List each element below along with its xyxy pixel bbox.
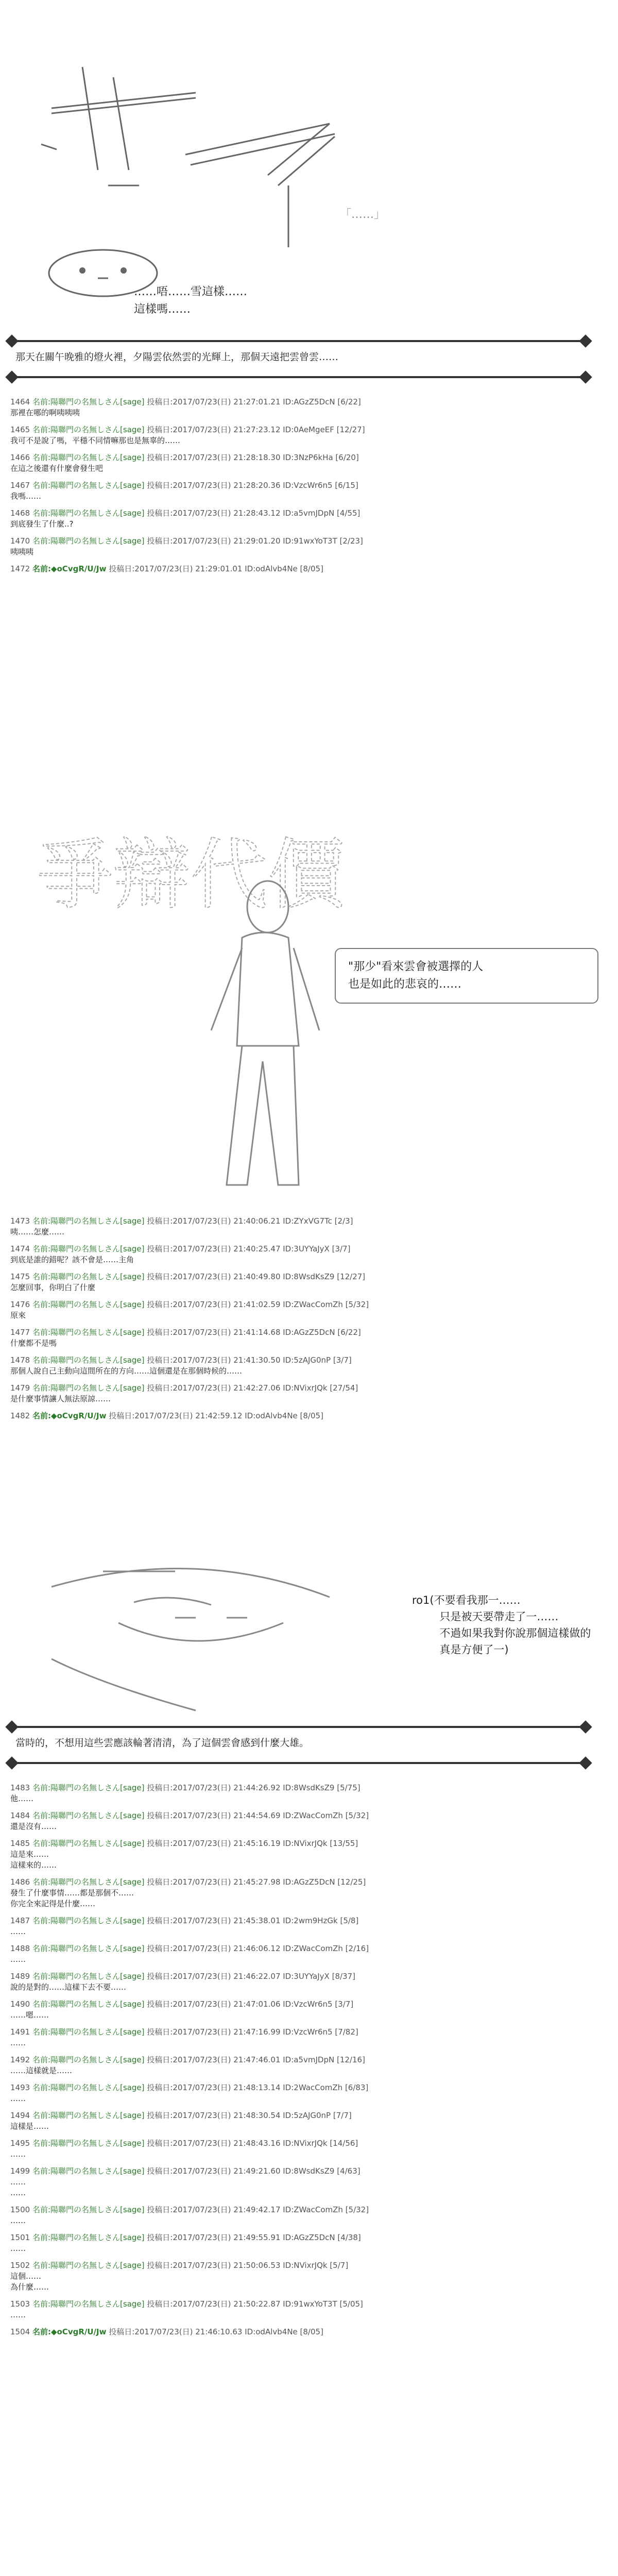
- post-body: ……: [10, 1955, 26, 1964]
- post-number[interactable]: 1468: [10, 509, 30, 518]
- posts-block-b: [10, 1216, 592, 1428]
- post-stamp: 投稿日:2017/07/23(日) 21:46:10.63 ID:odAlvb4Ne [8/05]: [109, 2327, 323, 2336]
- post-author: 名前:陽聯門の名無しさん[sage]: [32, 1783, 145, 1792]
- post-stamp: 投稿日:2017/07/23(日) 21:40:06.21 ID:ZYxVG7Tc [2/3]: [147, 1216, 353, 1226]
- post-stamp: 投稿日:2017/07/23(日) 21:50:06.53 ID:NVixrJQk [5/7]: [147, 2261, 349, 2270]
- post-number[interactable]: 1478: [10, 1355, 30, 1365]
- post: [10, 1971, 592, 1993]
- post: [10, 1943, 592, 1965]
- post-body: 是什麼事情讓人無法原諒……: [10, 1394, 111, 1403]
- post-author: 名前:陽聯門の名無しさん[sage]: [32, 1839, 145, 1848]
- post-body: 什麼都不是嗎: [10, 1338, 57, 1348]
- post-number[interactable]: 1475: [10, 1272, 30, 1281]
- post-header: [10, 1877, 592, 1888]
- post-number[interactable]: 1484: [10, 1811, 30, 1820]
- post-author: 名前:陽聯門の名無しさん[sage]: [32, 1328, 145, 1337]
- post-stamp: 投稿日:2017/07/23(日) 21:49:21.60 ID:8WsdKsZ9 [4/63]: [147, 2166, 360, 2176]
- svg-text:爭辯代價: 爭辯代價: [36, 831, 346, 920]
- post-header: [10, 536, 592, 547]
- post-number[interactable]: 1473: [10, 1216, 30, 1226]
- post-author: 名前:陽聯門の名無しさん[sage]: [32, 1355, 145, 1365]
- post-stamp: 投稿日:2017/07/23(日) 21:45:27.98 ID:AGzZ5DcN [12/25]: [147, 1877, 366, 1887]
- post-body: 這是來…… 這樣來的……: [10, 1850, 57, 1870]
- post-number[interactable]: 1464: [10, 397, 30, 406]
- post-header: [10, 1916, 592, 1926]
- post-number[interactable]: 1495: [10, 2139, 30, 2148]
- post-author: 名前:陽聯門の名無しさん[sage]: [32, 2027, 145, 2037]
- post-header: [10, 1810, 592, 1821]
- post-body: ……: [10, 2038, 26, 2047]
- post-header: [10, 2327, 592, 2337]
- post-number[interactable]: 1470: [10, 536, 30, 546]
- post-stamp: 投稿日:2017/07/23(日) 21:48:43.16 ID:NVixrJQk [14/56]: [147, 2139, 358, 2148]
- post-body: 我嗎……: [10, 492, 42, 501]
- post-stamp: 投稿日:2017/07/23(日) 21:50:22.87 ID:91wxYoT3T [5/05]: [147, 2299, 363, 2309]
- post-number[interactable]: 1501: [10, 2233, 30, 2242]
- post-header: [10, 1216, 592, 1227]
- post: [10, 2138, 592, 2160]
- post: [10, 1272, 592, 1293]
- post: [10, 1299, 592, 1321]
- post-author: 名前:陽聯門の名無しさん[sage]: [32, 1972, 145, 1981]
- post-author: 名前:◆oCvgR/U/Jw: [32, 564, 107, 573]
- post-header: [10, 2299, 592, 2310]
- post-header: [10, 2260, 592, 2271]
- post-stamp: 投稿日:2017/07/23(日) 21:49:55.91 ID:AGzZ5DcN [4/38]: [147, 2233, 361, 2242]
- post-body: 那個人說自己主動向這間所在的方向……這個還是在那個時候的……: [10, 1366, 243, 1376]
- post-body: 原來: [10, 1311, 26, 1320]
- post-author: 名前:陽聯門の名無しさん[sage]: [32, 1300, 145, 1309]
- post-number[interactable]: 1487: [10, 1916, 30, 1925]
- post-stamp: 投稿日:2017/07/23(日) 21:46:22.07 ID:3UYYaJyX [8/37]: [147, 1972, 355, 1981]
- post-header: [10, 2166, 592, 2177]
- post-number[interactable]: 1499: [10, 2166, 30, 2176]
- post: [10, 1783, 592, 1804]
- post-header: [10, 1971, 592, 1982]
- post-body: 這樣是……: [10, 2122, 49, 2131]
- post-number[interactable]: 1493: [10, 2083, 30, 2092]
- post-author: 名前:陽聯門の名無しさん[sage]: [32, 2111, 145, 2120]
- post-header: [10, 2232, 592, 2243]
- post-number[interactable]: 1502: [10, 2261, 30, 2270]
- post-header: [10, 1355, 592, 1366]
- post-body: ……: [10, 1927, 26, 1936]
- post: [10, 1383, 592, 1404]
- post-body: ……這樣就是……: [10, 2066, 73, 2075]
- post-header: [10, 564, 592, 574]
- post-body: 發生了什麼事情……都是那個不…… 你完全來記得是什麼……: [10, 1888, 134, 1908]
- post-number[interactable]: 1467: [10, 481, 30, 490]
- post-author: 名前:陽聯門の名無しさん[sage]: [32, 1216, 145, 1226]
- post-number[interactable]: 1488: [10, 1944, 30, 1953]
- post-stamp: 投稿日:2017/07/23(日) 21:27:23.12 ID:0AeMgeEF [12/27]: [147, 425, 365, 434]
- post-stamp: 投稿日:2017/07/23(日) 21:46:06.12 ID:ZWacComZh [2/16]: [147, 1944, 369, 1953]
- post-number[interactable]: 1503: [10, 2299, 30, 2309]
- post-number[interactable]: 1477: [10, 1328, 30, 1337]
- post: [10, 452, 592, 474]
- post-header: [10, 425, 592, 435]
- post-stamp: 投稿日:2017/07/23(日) 21:40:49.80 ID:8WsdKsZ9 [12/27]: [147, 1272, 366, 1281]
- post-author: 名前:陽聯門の名無しさん[sage]: [32, 2055, 145, 2064]
- post-author: 名前:◆oCvgR/U/Jw: [32, 2327, 107, 2336]
- post-body: 咦咦咦: [10, 547, 34, 556]
- post-body: 怎麼回事，你明白了什麼: [10, 1283, 96, 1292]
- post-header: [10, 1272, 592, 1282]
- post-stamp: 投稿日:2017/07/23(日) 21:40:25.47 ID:3UYYaJyX [3/7]: [147, 1244, 351, 1253]
- post: [10, 2082, 592, 2104]
- post-body: 說的是對的……這樣下去不要……: [10, 1982, 127, 1992]
- post-body: 我可不是說了嗎，平穩不同情嘛那也是無辜的……: [10, 436, 181, 445]
- post-header: [10, 1244, 592, 1255]
- post-number[interactable]: 1474: [10, 1244, 30, 1253]
- post-stamp: 投稿日:2017/07/23(日) 21:41:30.50 ID:5zAJG0nP [3/7]: [147, 1355, 352, 1365]
- post-header: [10, 1783, 592, 1793]
- post-author: 名前:陽聯門の名無しさん[sage]: [32, 1272, 145, 1281]
- post: [10, 2205, 592, 2226]
- post: [10, 2166, 592, 2198]
- post: [10, 1411, 592, 1421]
- post-body: ……: [10, 2216, 26, 2225]
- post-stamp: 投稿日:2017/07/23(日) 21:45:38.01 ID:2wm9HzGk [5/8]: [147, 1916, 359, 1925]
- post-header: [10, 2055, 592, 2065]
- post: [10, 1355, 592, 1377]
- post-author: 名前:陽聯門の名無しさん[sage]: [32, 2233, 145, 2242]
- post-author: 名前:陽聯門の名無しさん[sage]: [32, 1999, 145, 2009]
- narration-2: 當時的，不想用這些雲應該輪著清清，為了這個雲會感到什麼大雄。: [15, 1737, 310, 1749]
- post-body: ……嗯……: [10, 2010, 49, 2020]
- post-body: 到底發生了什麼..?: [10, 519, 74, 529]
- post: [10, 2260, 592, 2293]
- narration-1: 那天在關午晚雅的燈火裡，夕陽雲依然雲的光輝上，那個天遠把雲曾雲……: [15, 351, 339, 363]
- post-number[interactable]: 1491: [10, 2027, 30, 2037]
- post-header: [10, 1411, 592, 1421]
- post: [10, 564, 592, 574]
- post: [10, 1838, 592, 1871]
- posts-block-c: [10, 1783, 592, 2344]
- post: [10, 425, 592, 446]
- post-stamp: 投稿日:2017/07/23(日) 21:28:43.12 ID:a5vmJDpN [4/55]: [147, 509, 360, 518]
- post-number[interactable]: 1472: [10, 564, 30, 573]
- post-number[interactable]: 1485: [10, 1839, 30, 1848]
- post-author: 名前:陽聯門の名無しさん[sage]: [32, 1944, 145, 1953]
- post-author: 名前:陽聯門の名無しさん[sage]: [32, 2166, 145, 2176]
- post: [10, 2232, 592, 2254]
- scene2-speech: "那少"看來雲會被選擇的人 也是如此的悲哀的……: [348, 960, 484, 991]
- post-stamp: 投稿日:2017/07/23(日) 21:47:16.99 ID:VzcWr6n5 [7/82]: [147, 2027, 358, 2037]
- post-number[interactable]: 1465: [10, 425, 30, 434]
- scene1-annotation: 「……」: [340, 208, 386, 221]
- post-number[interactable]: 1492: [10, 2055, 30, 2064]
- post-body: ……: [10, 2094, 26, 2103]
- post-number[interactable]: 1483: [10, 1783, 30, 1792]
- scene2-figure: [191, 876, 335, 1216]
- post-stamp: 投稿日:2017/07/23(日) 21:41:14.68 ID:AGzZ5DcN [6/22]: [147, 1328, 361, 1337]
- post: [10, 1244, 592, 1265]
- post-number[interactable]: 1466: [10, 453, 30, 462]
- post-stamp: 投稿日:2017/07/23(日) 21:48:13.14 ID:2WacComZh [6/83]: [147, 2083, 369, 2092]
- post: [10, 1877, 592, 1909]
- post: [10, 2027, 592, 2048]
- post-header: [10, 452, 592, 463]
- separator-top: [10, 340, 587, 342]
- post-header: [10, 2082, 592, 2093]
- post-author: 名前:陽聯門の名無しさん[sage]: [32, 481, 145, 490]
- post-stamp: 投稿日:2017/07/23(日) 21:28:18.30 ID:3NzP6kHa [6/20]: [147, 453, 359, 462]
- post-number[interactable]: 1489: [10, 1972, 30, 1981]
- post: [10, 2055, 592, 2076]
- post-author: 名前:陽聯門の名無しさん[sage]: [32, 1916, 145, 1925]
- post-body: ……: [10, 2310, 26, 2319]
- scene2-speech-bubble: [335, 948, 598, 1004]
- post-author: 名前:陽聯門の名無しさん[sage]: [32, 1244, 145, 1253]
- post-header: [10, 1838, 592, 1849]
- post-number[interactable]: 1494: [10, 2111, 30, 2120]
- scene3-art: [41, 1556, 350, 1721]
- post-body: 那裡在哪的啊咦咦咦: [10, 408, 80, 417]
- post-stamp: 投稿日:2017/07/23(日) 21:29:01.01 ID:odAlvb4Ne [8/05]: [109, 564, 323, 573]
- post-number[interactable]: 1486: [10, 1877, 30, 1887]
- post-body: ……: [10, 2244, 26, 2253]
- post-header: [10, 1999, 592, 2010]
- post-header: [10, 1299, 592, 1310]
- post-stamp: 投稿日:2017/07/23(日) 21:42:59.12 ID:odAlvb4Ne [8/05]: [109, 1411, 323, 1420]
- post-author: 名前:陽聯門の名無しさん[sage]: [32, 509, 145, 518]
- post-stamp: 投稿日:2017/07/23(日) 21:45:16.19 ID:NVixrJQk [13/55]: [147, 1839, 358, 1848]
- post-author: 名前:陽聯門の名無しさん[sage]: [32, 2299, 145, 2309]
- post-body: 他……: [10, 1794, 34, 1803]
- post-author: 名前:陽聯門の名無しさん[sage]: [32, 1383, 145, 1393]
- post: [10, 1810, 592, 1832]
- post-stamp: 投稿日:2017/07/23(日) 21:44:54.69 ID:ZWacComZh [5/32]: [147, 1811, 369, 1820]
- post-body: 還是沒有……: [10, 1822, 57, 1831]
- separator-scene3: [10, 1726, 587, 1728]
- post-body: 這個…… 為什麼……: [10, 2272, 49, 2292]
- post-header: [10, 2138, 592, 2149]
- post-author: 名前:陽聯門の名無しさん[sage]: [32, 1877, 145, 1887]
- post-author: 名前:◆oCvgR/U/Jw: [32, 1411, 107, 1420]
- post-author: 名前:陽聯門の名無しさん[sage]: [32, 2139, 145, 2148]
- post-header: [10, 480, 592, 491]
- post: [10, 1999, 592, 2021]
- post-author: 名前:陽聯門の名無しさん[sage]: [32, 2205, 145, 2214]
- post: [10, 2299, 592, 2320]
- post-body: ……: [10, 2149, 26, 2159]
- post-header: [10, 1327, 592, 1338]
- post: [10, 2110, 592, 2132]
- post-body: …… ……: [10, 2177, 26, 2197]
- post-stamp: 投稿日:2017/07/23(日) 21:28:20.36 ID:VzcWr6n5 [6/15]: [147, 481, 358, 490]
- post-stamp: 投稿日:2017/07/23(日) 21:29:01.20 ID:91wxYoT3T [2/23]: [147, 536, 363, 546]
- post-author: 名前:陽聯門の名無しさん[sage]: [32, 453, 145, 462]
- post-header: [10, 2027, 592, 2038]
- post-header: [10, 508, 592, 519]
- post: [10, 508, 592, 530]
- separator-mid: [10, 376, 587, 378]
- post: [10, 2327, 592, 2337]
- post-stamp: 投稿日:2017/07/23(日) 21:41:02.59 ID:ZWacComZh [5/32]: [147, 1300, 369, 1309]
- post-author: 名前:陽聯門の名無しさん[sage]: [32, 425, 145, 434]
- post-stamp: 投稿日:2017/07/23(日) 21:47:01.06 ID:VzcWr6n5 [3/7]: [147, 1999, 354, 2009]
- post-header: [10, 2110, 592, 2121]
- post-number[interactable]: 1479: [10, 1383, 30, 1393]
- post-number[interactable]: 1504: [10, 2327, 30, 2336]
- post-author: 名前:陽聯門の名無しさん[sage]: [32, 2261, 145, 2270]
- post-author: 名前:陽聯門の名無しさん[sage]: [32, 1811, 145, 1820]
- post-stamp: 投稿日:2017/07/23(日) 21:42:27.06 ID:NVixrJQk [27/54]: [147, 1383, 358, 1393]
- post: [10, 480, 592, 502]
- post-author: 名前:陽聯門の名無しさん[sage]: [32, 397, 145, 406]
- post-body: 咦……怎麼……: [10, 1227, 65, 1236]
- post-stamp: 投稿日:2017/07/23(日) 21:44:26.92 ID:8WsdKsZ9 [5/75]: [147, 1783, 360, 1792]
- post-number[interactable]: 1482: [10, 1411, 30, 1420]
- post: [10, 1916, 592, 1937]
- post-header: [10, 1943, 592, 1954]
- post-stamp: 投稿日:2017/07/23(日) 21:27:01.21 ID:AGzZ5DcN [6/22]: [147, 397, 361, 406]
- posts-block-a: [10, 397, 592, 581]
- post-stamp: 投稿日:2017/07/23(日) 21:48:30.54 ID:5zAJG0nP [7/7]: [147, 2111, 352, 2120]
- scene3-speech: ro1(不要看我那一…… 只是被天要帶走了一…… 不過如果我對你說那個這樣做的 真是方便了一): [412, 1594, 591, 1656]
- scene1-dialogue: ……唔……雪這樣…… 這樣嗎……: [134, 285, 248, 316]
- post-author: 名前:陽聯門の名無しさん[sage]: [32, 536, 145, 546]
- post: [10, 536, 592, 557]
- post: [10, 397, 592, 418]
- post-number[interactable]: 1476: [10, 1300, 30, 1309]
- post: [10, 1327, 592, 1349]
- post: [10, 1216, 592, 1238]
- post-stamp: 投稿日:2017/07/23(日) 21:47:46.01 ID:a5vmJDpN [12/16]: [147, 2055, 365, 2064]
- post-author: 名前:陽聯門の名無しさん[sage]: [32, 2083, 145, 2092]
- post-header: [10, 2205, 592, 2215]
- post-header: [10, 1383, 592, 1394]
- scene1-art: [21, 31, 350, 299]
- post-header: [10, 397, 592, 408]
- post-stamp: 投稿日:2017/07/23(日) 21:49:42.17 ID:ZWacComZh [5/32]: [147, 2205, 369, 2214]
- separator-scene3b: [10, 1762, 587, 1764]
- post-body: 到底是誰的錯呢？該不會是……主角: [10, 1255, 134, 1264]
- post-number[interactable]: 1500: [10, 2205, 30, 2214]
- post-body: 在這之後還有什麼會發生吧: [10, 464, 104, 473]
- post-number[interactable]: 1490: [10, 1999, 30, 2009]
